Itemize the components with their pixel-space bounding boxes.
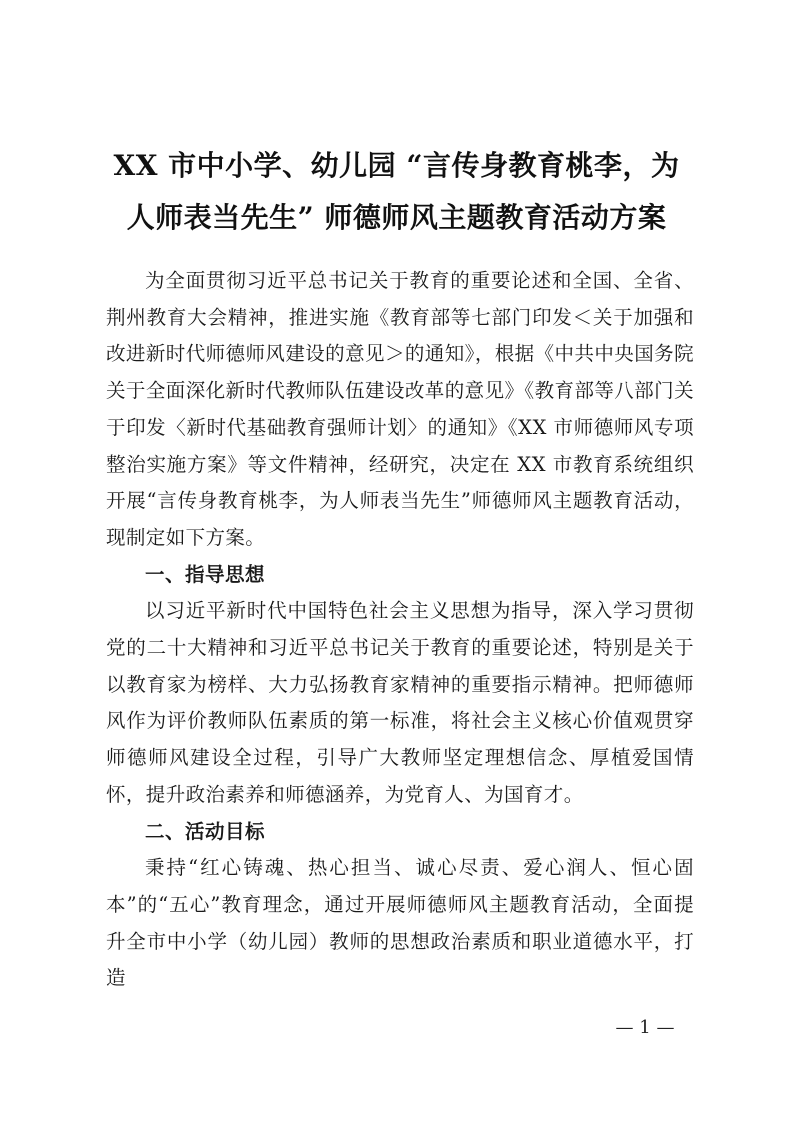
intro-paragraph: 为全面贯彻习近平总书记关于教育的重要论述和全国、全省、荆州教育大会精神，推进实施《教育部等七部门印发＜关于加强和改进新时代师德师风建设的意见＞的通知》，根据《中共中央国务院关于全面深化新时代教师队伍建设改革的意见》《教育部等八部门关于印发〈新时代基础教育强师计划〉的通知》《XX 市师德师风专项整治实施方案》等文件精神，经研究，决定在 XX 市教育系统组织开展“言传身教育桃李，为人师表当先生”师德师风主题教育活动，现制定如下方案。 [106, 269, 694, 549]
document-title [90, 140, 703, 244]
document-body [106, 263, 694, 997]
section-heading-guiding-ideology: 一、指导思想 [145, 562, 266, 586]
section-heading-activity-goals: 二、活动目标 [145, 819, 266, 843]
title-line-1: XX 市中小学、幼儿园 “言传身教育桃李，为 [113, 149, 680, 182]
section-body-activity-goals: 秉持“红心铸魂、热心担当、诚心尽责、爱心润人、恒心固本”的“五心”教育理念，通过开展师德师风主题教育活动，全面提升全市中小学（幼儿园）教师的思想政治素质和职业道德水平，打造 [106, 856, 694, 990]
title-line-2: 人师表当先生” 师德师风主题教育活动方案 [126, 201, 667, 234]
section-body-guiding-ideology: 以习近平新时代中国特色社会主义思想为指导，深入学习贯彻党的二十大精神和习近平总书记关于教育的重要论述，特别是关于以教育家为榜样、大力弘扬教育家精神的重要指示精神。把师德师风作为评价教师队伍素质的第一标准，将社会主义核心价值观贯穿师德师风建设全过程，引导广大教师坚定理想信念、厚植爱国情怀，提升政治素养和师德涵养，为党育人、为国育才。 [106, 599, 694, 806]
page-number: — 1 — [615, 1017, 675, 1038]
